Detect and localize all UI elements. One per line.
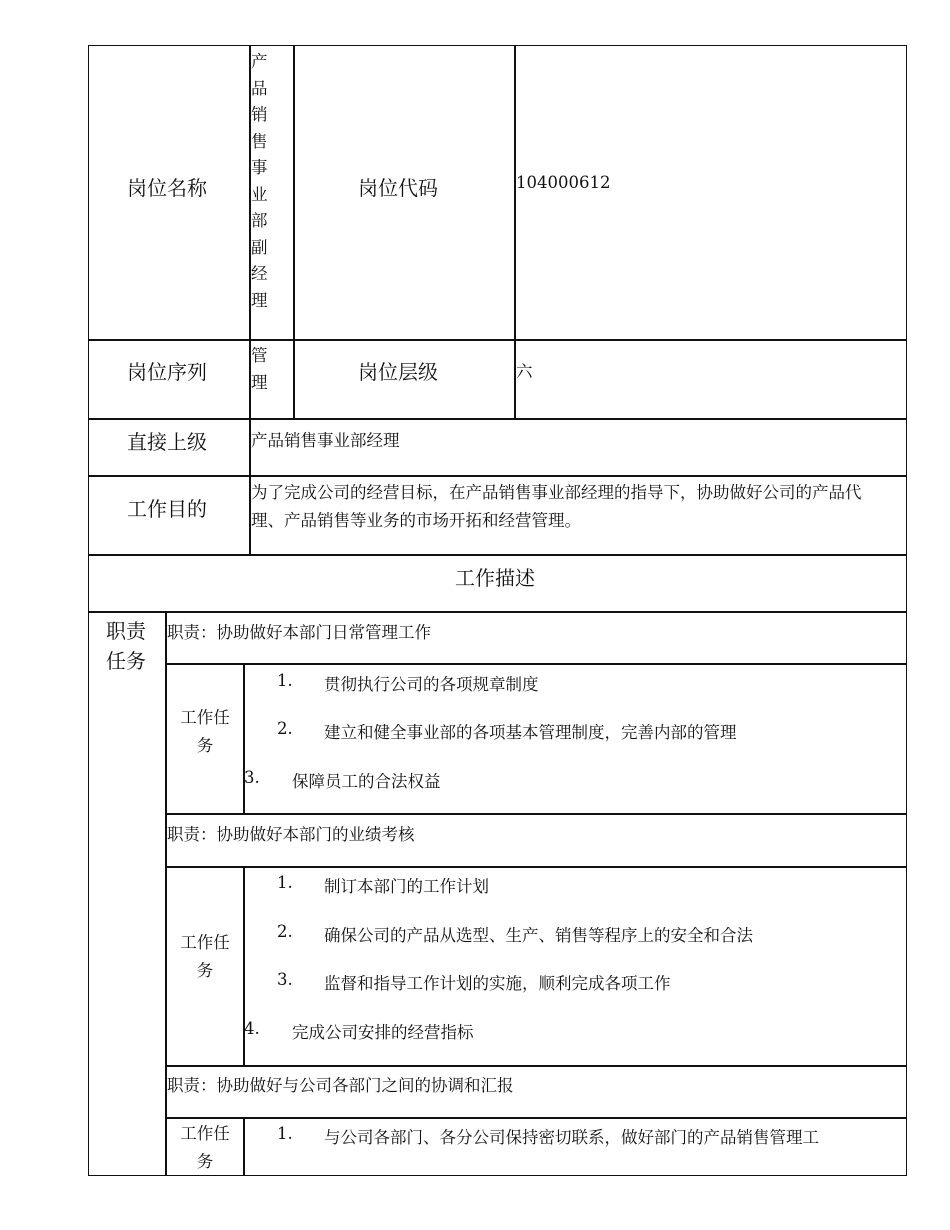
purpose-label: 工作目的 bbox=[127, 497, 207, 521]
post-code-label: 岗位代码 bbox=[358, 176, 438, 200]
post-series-cell bbox=[249, 339, 295, 420]
post-name-label: 岗位名称 bbox=[127, 176, 207, 200]
task-text: 建立和健全事业部的各项基本管理制度，完善内部的管理 bbox=[324, 723, 737, 742]
post-name-cell bbox=[249, 45, 295, 341]
task-label: 工作任务 bbox=[180, 933, 230, 980]
task-num: 3. bbox=[277, 970, 293, 989]
task-num: 4. bbox=[244, 1019, 260, 1038]
task-label-cell bbox=[165, 1117, 245, 1176]
post-level-cell bbox=[514, 339, 907, 420]
task-text: 与公司各部门、各分公司保持密切联系，做好部门的产品销售管理工 bbox=[324, 1128, 819, 1147]
task-label: 工作任务 bbox=[180, 1124, 230, 1171]
task-text: 制订本部门的工作计划 bbox=[324, 877, 489, 896]
superior-cell bbox=[249, 418, 907, 477]
task-text: 确保公司的产品从选型、生产、销售等程序上的安全和合法 bbox=[324, 926, 753, 945]
description-title: 工作描述 bbox=[455, 566, 535, 590]
post-level-value: 六 bbox=[516, 362, 533, 381]
task-num: 1. bbox=[277, 671, 293, 690]
purpose-label-cell bbox=[88, 475, 251, 556]
task-list-cell bbox=[243, 663, 907, 815]
superior-value: 产品销售事业部经理 bbox=[251, 431, 400, 450]
task-list-cell bbox=[243, 1117, 907, 1176]
superior-label-cell bbox=[88, 418, 251, 477]
description-title-cell bbox=[88, 554, 907, 613]
task-num: 1. bbox=[277, 873, 293, 892]
task-num: 1. bbox=[277, 1124, 293, 1143]
duty-row bbox=[165, 1065, 907, 1119]
post-name-label-cell bbox=[88, 45, 251, 341]
superior-label: 直接上级 bbox=[127, 430, 207, 454]
post-series-label-cell bbox=[88, 339, 251, 420]
post-level-label-cell bbox=[293, 339, 516, 420]
task-text: 贯彻执行公司的各项规章制度 bbox=[324, 675, 539, 694]
post-code-value: 104000612 bbox=[516, 173, 611, 192]
task-text: 监督和指导工作计划的实施，顺利完成各项工作 bbox=[324, 974, 671, 993]
task-list-cell bbox=[243, 866, 907, 1067]
purpose-cell bbox=[249, 475, 907, 556]
post-series-value: 管理 bbox=[251, 346, 268, 392]
post-level-label: 岗位层级 bbox=[358, 360, 438, 384]
purpose-value: 为了完成公司的经营目标，在产品销售事业部经理的指导下，协助做好公司的产品代理、产品销售等业务的市场开拓和经营管理。 bbox=[251, 483, 862, 530]
duty-text: 职责：协助做好本部门日常管理工作 bbox=[167, 623, 431, 642]
task-num: 3. bbox=[244, 768, 260, 787]
duties-label: 职责任务 bbox=[106, 619, 146, 673]
duty-text: 职责：协助做好本部门的业绩考核 bbox=[167, 825, 415, 844]
post-code-label-cell bbox=[293, 45, 516, 341]
post-code-cell bbox=[514, 45, 907, 341]
task-label-cell bbox=[165, 663, 245, 815]
duties-label-cell bbox=[88, 611, 167, 1176]
duty-row bbox=[165, 813, 907, 868]
post-name-value: 产品销售事业部副经理 bbox=[251, 52, 268, 310]
duty-text: 职责：协助做好与公司各部门之间的协调和汇报 bbox=[167, 1076, 514, 1095]
task-text: 保障员工的合法权益 bbox=[292, 772, 441, 791]
task-text: 完成公司安排的经营指标 bbox=[292, 1023, 474, 1042]
post-series-label: 岗位序列 bbox=[127, 360, 207, 384]
task-num: 2. bbox=[277, 922, 293, 941]
task-label-cell bbox=[165, 866, 245, 1067]
task-num: 2. bbox=[277, 719, 293, 738]
duty-row bbox=[165, 611, 907, 665]
task-label: 工作任务 bbox=[180, 708, 230, 755]
